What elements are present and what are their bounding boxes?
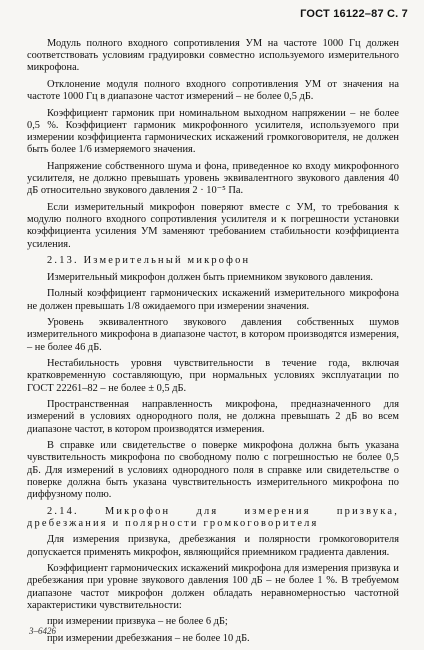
list-item: при измерении дребезжания – не более 10 дБ.	[47, 632, 250, 644]
paragraph: Пространственная направленность микрофона, предназначенного для измерений в условиях однородного поля, не должна превышать 2 дБ во всем диапазоне частот, в котором производятся измерения.	[27, 399, 399, 435]
paragraph: Измерительный микрофон должен быть приемником звукового давления.	[47, 271, 373, 283]
paragraph: Если измерительный микрофон поверяют вместе с УМ, то требования к модулю полного входного сопротивления усилителя и к погрешности установки коэффициента усиления УМ заменяют требованием стабильности коэффициента усиления.	[27, 202, 399, 250]
paragraph: Нестабильность уровня чувствительности в течение года, включая кратковременную составляющую, при нормальных условиях эксплуатации по ГОСТ 22261–82 – не более ± 0,5 дБ.	[27, 358, 399, 394]
section-heading-2-14: 2.14. Микрофон для измерения призвука, дребезжания и полярности громкоговорителя	[27, 505, 399, 529]
paragraph: В справке или свидетельстве о поверке микрофона должна быть указана чувствительность микрофона по свободному полю с погрешностью не более 0,5 дБ. Для измерений в условиях однородного поля в справке или свидетельстве о поверке должна быть указана чувствительность измерительного микрофона по диффузному полю.	[27, 440, 399, 500]
page-header-code: ГОСТ 16122–87 С. 7	[300, 8, 408, 20]
paragraph: Напряжение собственного шума и фона, приведенное ко входу микрофонного усилителя, не должно превышать уровень эквивалентного звукового давления 40 дБ относительно звукового давления 2 · 10⁻⁵ Па.	[27, 161, 399, 197]
paragraph: Коэффициент гармоник при номинальном выходном напряжении – не более 0,5 %. Коэффициент гармоник микрофонного усилителя, используемого при измерении коэффициента гармонических искажений громкоговорителя, не должен быть более 1/6 измеряемого значения.	[27, 107, 399, 156]
paragraph: Полный коэффициент гармонических искажений измерительного микрофона не должен превышать 1/8 ожидаемого при измерении значения.	[27, 288, 399, 312]
paragraph: Уровень эквивалентного звукового давления собственных шумов измерительного микрофона в диапазоне частот, в котором производятся измерения, – не более 46 дБ.	[27, 317, 399, 353]
print-order-mark: 3–6426	[29, 626, 56, 636]
paragraph: Модуль полного входного сопротивления УМ на частоте 1000 Гц должен соответствовать условиям градуировки совместно используемого измерительного микрофона.	[27, 38, 399, 74]
paragraph: Для измерения призвука, дребезжания и полярности громкоговорителя допускается применять микрофон, являющийся приемником градиента давления.	[27, 534, 399, 558]
section-heading-2-13: 2.13. Измерительный микрофон	[47, 255, 251, 267]
list-item: при измерении призвука – не более 6 дБ;	[47, 616, 228, 628]
document-body	[27, 38, 399, 650]
paragraph: Коэффициент гармонических искажений микрофона для измерения призвука и дребезжания при уровне звукового давления 100 дБ – не более 1 %. В требуемом диапазоне частот микрофон должен обладать неравномерностью частотной характеристики чувствительности:	[27, 563, 399, 611]
paragraph: Отклонение модуля полного входного сопротивления УМ от значения на частоте 1000 Гц в диапазоне частот измерений – не более 0,5 дБ.	[27, 79, 399, 103]
